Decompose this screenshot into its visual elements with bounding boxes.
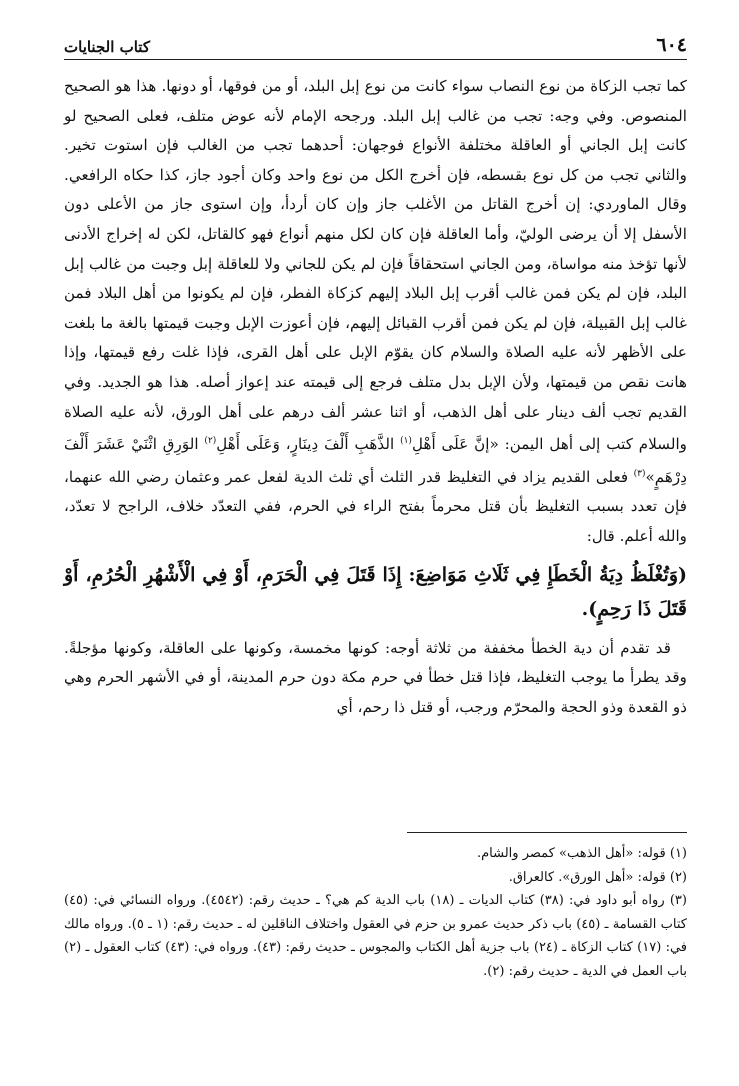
page-header [64,30,687,60]
paragraph-commentary [64,72,687,552]
footnote-marker-2: (٢) [204,436,217,447]
footnote-1: (١) قوله: «أهل الذهب» كمصر والشام. [476,846,687,861]
hadith-quote-part-a: الذَّهَبِ أَلْفَ دِينَارٍ، وَعَلَى أَهْلِ [216,435,401,454]
footnote-separator [407,832,687,833]
book-chapter-title: كتاب الجنايات [64,38,150,56]
matn-text: (وَتُغْلَظُ دِيَةُ الْخَطَإِ فِي ثَلَاثِ مَوَاضِعَ: إِذَا قَتَلَ فِي الْحَرَمِ، أَوْ فِي الْأَشْهُرِ الْحُرُمِ، أَوْ قَتَلَ ذَا رَحِمٍ). [64,563,687,620]
footnote-2: (٢) قوله: «أهل الورق». كالعراق. [508,869,687,885]
paragraph-text: كما تجب الزكاة من نوع النصاب سواء كانت من نوع إبل البلد، أو من فوقها، أو دونها. هذا هو الصحيح المنصوص. وفي وجه: تجب من غالب إبل البلد. ورجحه الإمام لأنه عوض متلف، فعلى الصحيح لو كانت إبل الجاني أو العاقلة مختلفة الأنواع فوجهان: أحدهما تجب من الغالب فإن استوت تخير. والثاني تجب من كل نوع بقسطه، فإن أخرج الكل من نوع واحد وكان أجود جاز، كذا حكاه الرافعي. وقال الماوردي: إن أخرج القاتل من الأغلب جاز وإن كان أردأ، وإن استوى جاز من الأعلى دون الأسفل إلا أن يرضى الوليّ، وأما العاقلة فإن كان لكل منهم أنواع فهو كالقاتل، لكن له إخراج الأدنى لأنها تؤخذ منه مواساة، ومن الجاني استحقاقاً فإن لم يكن للجاني ولا للعاقلة إبل وجبت من غالب إبل البلد، فإن لم يكن فمن غالب أقرب إبل البلاد إليهم كزكاة الفطر، فإن لم يكونوا من أهل البلاد فمن غالب إبل القبيلة، فإن لم يكن فمن أقرب القبائل إليهم، فإن أعوزت الإبل وجبت قيمتها بالغة ما بلغت على الأظهر لأنه عليه الصلاة والسلام كان يقوّم الإبل على أهل القرى، فإذا غلت رفع قيمتها، وإذا هانت نقص من قيمتها، ولأن الإبل بدل متلف فرجع إلى قيمته عند إعواز أصله. هذا هو الجديد. وفي القديم تجب ألف دينار على أهل الذهب، أو اثنا عشر ألف درهم على أهل الورق، لأنه عليه الصلاة والسلام كتب إلى أهل اليمن: «إنَّ عَلَى أَهْلِ [64,77,688,454]
page-number: ٦٠٤ [656,34,687,56]
footnote-marker-3: (٣) [633,468,646,479]
footnotes [64,842,687,983]
paragraph-sharh: قد تقدم أن دية الخطأ مخففة من ثلاثة أوجه: كونها مخمسة، وكونها على العاقلة، وكونها مؤجلةً. وقد يطرأ ما يوجب التغليظ، فإذا قتل خطأ في حرم مكة دون حرم المدينة، أو في الأشهر الحرم وهي ذو القعدة وذو الحجة والمحرّم ورجب، أو قتل ذا رحم، أي [64,638,687,716]
paragraph-text-end: فعلى القديم يزاد في التغليظ قدر الثلث أي ثلث الدية لفعل عمر وعثمان رضي الله عنهما، فإن تعدد بسبب التغليظ بأن قتل محرماً بفتح الراء في الحرم، ففي التعدّد خلاف، الراجح لا تعدّد، والله أعلم. قال: [64,467,687,546]
hadith-quote-part-b: الوَرِقِ اثْنَيْ عَشَرَ أَلْفَ دِرْهَمٍ» [64,435,687,486]
main-text [64,72,687,722]
footnote-3: (٣) رواه أبو داود في: (٣٨) كتاب الديات ـ (١٨) باب الدية كم هي؟ ـ حديث رقم: (٤٥٤٢). ورواه النسائي في: (٤٥) كتاب القسامة ـ (٤٥) باب ذكر حديث عمرو بن حزم في العقول واختلاف الناقلين له ـ حديث رقم: (١ ـ ٥). ورواه مالك في: (١٧) كتاب الزكاة ـ (٢٤) باب جزية أهل الكتاب والمجوس ـ حديث رقم: (٤٣). ورواه في: (٤٣) كتاب العقول ـ (٢) باب العمل في الدية ـ حديث رقم: (٢). [64,893,688,979]
footnote-marker-1: (١) [400,436,412,447]
